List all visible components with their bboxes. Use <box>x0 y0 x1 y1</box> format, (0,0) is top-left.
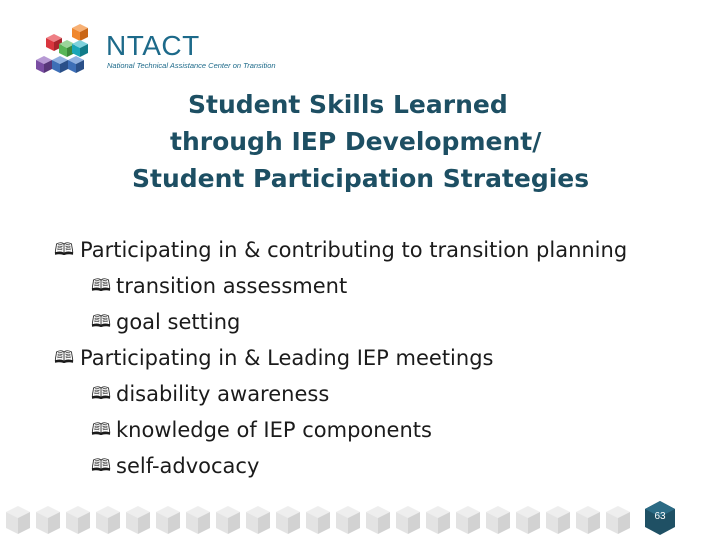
ntact-logo <box>32 20 292 80</box>
open-book-bullet-icon: 🕮 <box>91 420 112 440</box>
footer-cube-icon <box>456 506 480 534</box>
sub-bullet-text: knowledge of IEP components <box>116 418 432 442</box>
footer-cube-icon <box>186 506 210 534</box>
footer-cube-icon <box>126 506 150 534</box>
bullet-item <box>0 232 720 268</box>
footer-cube-icon <box>6 506 30 534</box>
sub-bullet-item <box>0 376 720 412</box>
open-book-bullet-icon: 🕮 <box>91 384 112 404</box>
footer-cube-icon <box>96 506 120 534</box>
sub-bullet-item <box>0 304 720 340</box>
sub-bullet-text: transition assessment <box>116 274 348 298</box>
slide-title-line-2: through IEP Development/ <box>170 127 542 156</box>
slide-title-line-1: Student Skills Learned <box>188 90 508 119</box>
open-book-bullet-icon: 🕮 <box>54 240 75 260</box>
footer-cube-icon <box>276 506 300 534</box>
slide-title-line-3: Student Participation Strategies <box>132 164 590 193</box>
open-book-bullet-icon: 🕮 <box>91 312 112 332</box>
bullet-list <box>0 232 720 484</box>
footer-cube-icon <box>246 506 270 534</box>
footer-cube-icon <box>36 506 60 534</box>
open-book-bullet-icon: 🕮 <box>54 348 75 368</box>
footer-cube-icon <box>366 506 390 534</box>
cube-teal <box>72 40 88 57</box>
cube-orange <box>72 24 88 41</box>
sub-bullet-item <box>0 448 720 484</box>
cube-blue-center <box>52 56 68 73</box>
sub-bullet-item <box>0 412 720 448</box>
footer-cube-icon <box>576 506 600 534</box>
sub-bullet-text: self-advocacy <box>116 454 260 478</box>
sub-bullet-text: goal setting <box>116 310 241 334</box>
bullet-item <box>0 340 720 376</box>
bullet-text: Participating in & contributing to transition planning <box>80 238 628 262</box>
footer-cube-icon <box>306 506 330 534</box>
footer-cube-icon <box>516 506 540 534</box>
footer-cube-icon <box>546 506 570 534</box>
footer-cube-icon <box>156 506 180 534</box>
sub-bullet-item <box>0 268 720 304</box>
bullet-text: Participating in & Leading IEP meetings <box>80 346 494 370</box>
cube-purple-left <box>36 56 52 73</box>
footer-cube-icon <box>216 506 240 534</box>
sub-bullet-text: disability awareness <box>116 382 330 406</box>
logo-wordmark: NTACT <box>106 30 200 61</box>
footer-cube-icon <box>396 506 420 534</box>
open-book-bullet-icon: 🕮 <box>91 276 112 296</box>
open-book-bullet-icon: 🕮 <box>91 456 112 476</box>
footer-cube-icon <box>66 506 90 534</box>
cube-cluster-logo-icon <box>32 20 102 80</box>
footer-cube-icon <box>486 506 510 534</box>
logo-subtitle: National Technical Assistance Center on Transition <box>107 61 276 70</box>
page-number: 63 <box>654 511 666 522</box>
footer-cube-pattern <box>0 500 720 540</box>
cube-blue-right <box>68 56 84 73</box>
footer-cube-icon <box>336 506 360 534</box>
footer-cube-icon <box>606 506 630 534</box>
slide-title <box>110 86 630 197</box>
footer-cube-icon <box>426 506 450 534</box>
